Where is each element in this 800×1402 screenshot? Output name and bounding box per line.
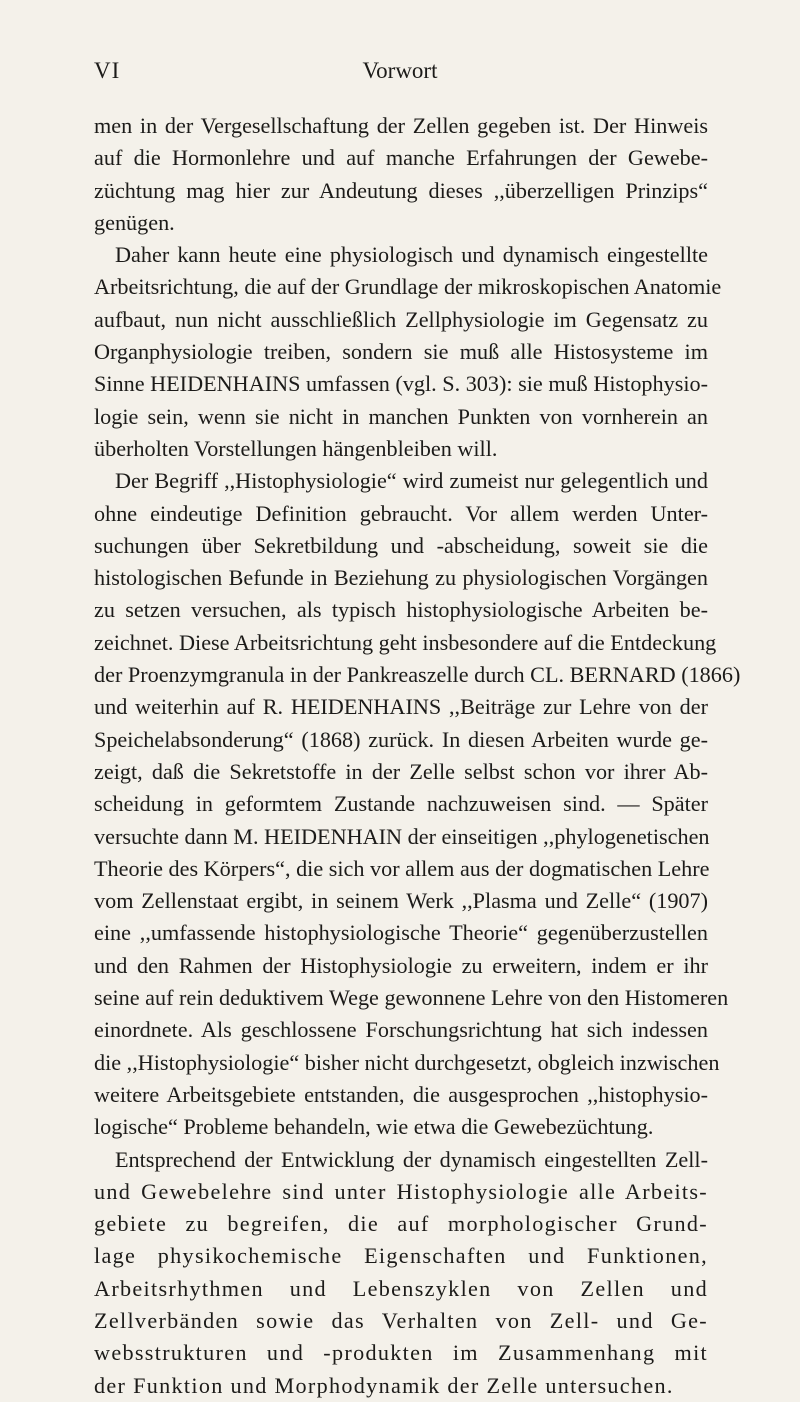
page-header [94, 58, 706, 92]
text-line: Zellverbänden sowie das Verhalten von Zell- und Ge- [94, 1307, 708, 1333]
text-line: seine auf rein deduktivem Wege gewonnene Lehre von den Histomeren [94, 985, 729, 1011]
text-line: ohne eindeutige Definition gebraucht. Vor allem werden Unter- [94, 500, 708, 526]
text-line: genügen. [94, 209, 175, 235]
text-line: Sinne HEIDENHAINS umfassen (vgl. S. 303): sie muß Histophysio- [94, 371, 708, 397]
text-line: Entsprechend der Entwicklung der dynamisch eingestellten Zell- [115, 1146, 708, 1172]
text-line: scheidung in geformtem Zustande nachzuweisen sind. — Später [94, 791, 708, 817]
text-line: und weiterhin auf R. HEIDENHAINS ,,Beiträge zur Lehre von der [94, 694, 708, 720]
text-line: vom Zellenstaat ergibt, in seinem Werk ,,Plasma und Zelle“ (1907) [94, 888, 708, 914]
text-line: Arbeitsrichtung, die auf der Grundlage der mikroskopischen Anatomie [94, 274, 722, 300]
body-text [94, 110, 741, 1402]
text-line: Arbeitsrhythmen und Lebenszyklen von Zellen und [94, 1275, 708, 1301]
text-line: Organphysiologie treiben, sondern sie muß alle Histosysteme im [94, 339, 708, 365]
text-line: suchungen über Sekretbildung und -abscheidung, soweit sie die [94, 532, 708, 558]
page-number: VI [94, 58, 121, 83]
text-line: websstrukturen und -produkten im Zusammenhang mit [94, 1340, 708, 1366]
text-line: auf die Hormonlehre und auf manche Erfahrungen der Gewebe- [94, 145, 708, 171]
running-head: Vorwort [362, 58, 438, 83]
text-line: und den Rahmen der Histophysiologie zu erweitern, indem er ihr [94, 952, 708, 978]
text-line: men in der Vergesellschaftung der Zellen gegeben ist. Der Hinweis [94, 113, 708, 138]
text-line: Der Begriff ,,Histophysiologie“ wird zumeist nur gelegentlich und [115, 468, 708, 494]
text-line: logische“ Probleme behandeln, wie etwa die Gewebezüchtung. [94, 1114, 654, 1140]
text-line: histologischen Befunde in Beziehung zu physiologischen Vorgängen [94, 565, 708, 591]
text-line: Theorie des Körpers“, die sich vor allem aus der dogmatischen Lehre [94, 855, 710, 881]
text-line: der Proenzymgranula in der Pankreaszelle durch CL. BERNARD (1866) [94, 662, 741, 688]
text-line: die ,,Histophysiologie“ bisher nicht durchgesetzt, obgleich inzwischen [94, 1049, 720, 1075]
text-line: gebiete zu begreifen, die auf morphologischer Grund- [94, 1211, 708, 1237]
text-line: Daher kann heute eine physiologisch und dynamisch eingestellte [115, 242, 708, 268]
text-line: Speichelabsonderung“ (1868) zurück. In diesen Arbeiten wurde ge- [94, 726, 708, 752]
text-line: züchtung mag hier zur Andeutung dieses ,,überzelligen Prinzips“ [94, 177, 708, 203]
text-line: zeigt, daß die Sekretstoffe in der Zelle selbst schon vor ihrer Ab- [94, 758, 708, 784]
text-line: zeichnet. Diese Arbeitsrichtung geht insbesondere auf die Entdeckung [94, 629, 717, 655]
text-line: versuchte dann M. HEIDENHAIN der einseitigen ,,phylogenetischen [94, 823, 710, 849]
text-line: lage physikochemische Eigenschaften und Funktionen, [94, 1243, 708, 1269]
text-line: der Funktion und Morphodynamik der Zelle untersuchen. [94, 1372, 674, 1398]
text-line: logie sein, wenn sie nicht in manchen Punkten von vornherein an [94, 403, 708, 429]
text-line: weitere Arbeitsgebiete entstanden, die ausgesprochen ,,histophysio- [94, 1081, 708, 1107]
text-line: überholten Vorstellungen hängenbleiben will. [94, 435, 498, 461]
text-line: und Gewebelehre sind unter Histophysiologie alle Arbeits- [94, 1178, 708, 1204]
text-line: aufbaut, nun nicht ausschließlich Zellphysiologie im Gegensatz zu [94, 306, 708, 332]
text-line: einordnete. Als geschlossene Forschungsrichtung hat sich indessen [94, 1017, 708, 1043]
text-line: eine ,,umfassende histophysiologische Theorie“ gegenüberzustellen [94, 920, 708, 946]
text-line: zu setzen versuchen, als typisch histophysiologische Arbeiten be- [94, 597, 708, 623]
